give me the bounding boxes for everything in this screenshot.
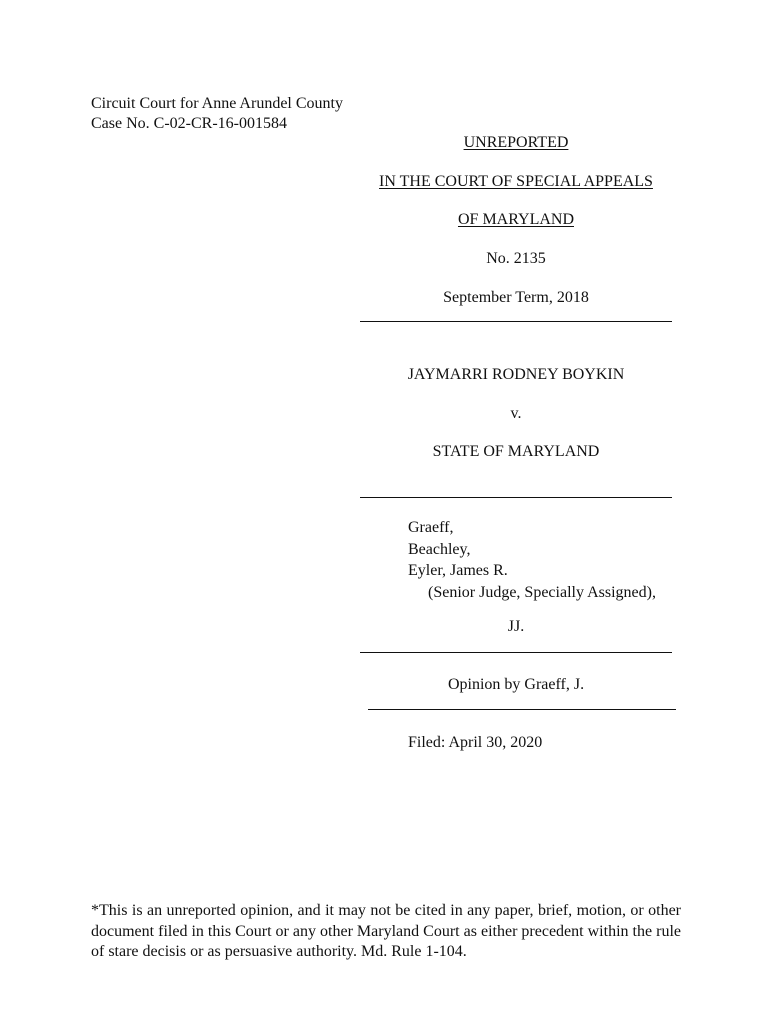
judge-panel — [408, 517, 656, 603]
docket-number: No. 2135 — [486, 250, 546, 267]
term: September Term, 2018 — [443, 289, 589, 306]
case-number: Case No. C-02-CR-16-001584 — [91, 115, 287, 132]
footnote: *This is an unreported opinion, and it may not be cited in any paper, brief, motion, or other document filed in this Court or any other Maryland Court as either precedent within the rule of stare decisis or as persuasive authority. Md. Rule 1-104. — [91, 902, 681, 960]
appellant-name: JAYMARRI RODNEY BOYKIN — [407, 366, 625, 383]
appellee-name: STATE OF MARYLAND — [432, 443, 600, 460]
judge-name: Graeff, — [408, 519, 454, 536]
judge-note: (Senior Judge, Specially Assigned), — [428, 583, 656, 601]
court-name-line1: IN THE COURT OF SPECIAL APPEALS — [379, 173, 653, 190]
filed-date: Filed: April 30, 2020 — [408, 734, 543, 751]
divider — [368, 709, 676, 710]
versus: v. — [510, 405, 522, 422]
judges-suffix: JJ. — [507, 618, 525, 635]
lower-court-info — [91, 94, 343, 134]
divider — [360, 321, 672, 322]
opinion-author: Opinion by Graeff, J. — [447, 676, 585, 693]
judge-name: Beachley, — [408, 540, 471, 558]
court-name-line2: OF MARYLAND — [457, 211, 574, 228]
divider — [360, 497, 672, 498]
divider — [360, 652, 672, 653]
judge-name: Eyler, James R. — [408, 562, 508, 579]
lower-court-name: Circuit Court for Anne Arundel County — [91, 95, 343, 112]
unreported-label: UNREPORTED — [463, 134, 569, 151]
